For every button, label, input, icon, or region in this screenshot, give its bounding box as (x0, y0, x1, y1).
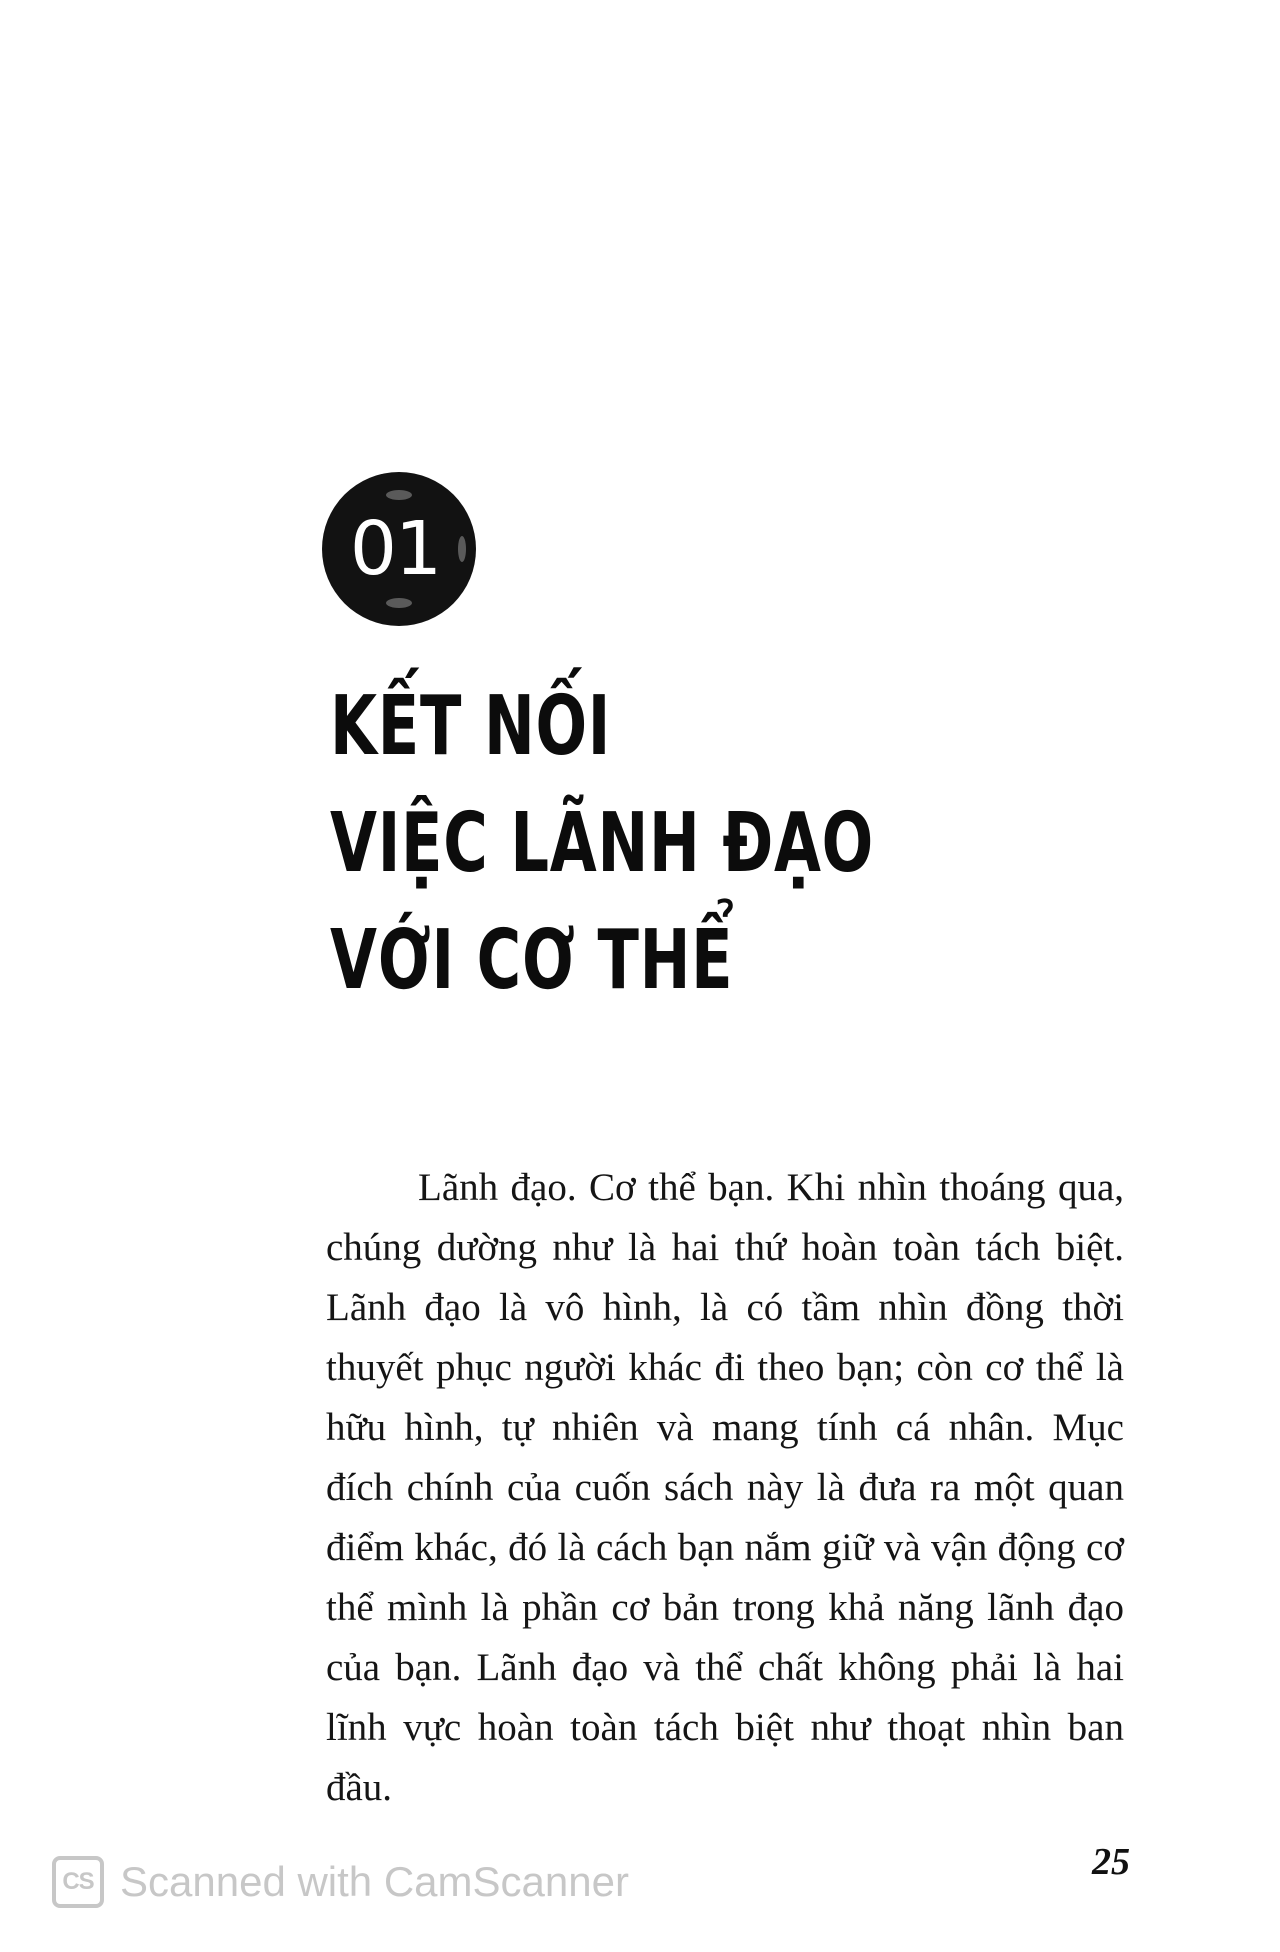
badge-decoration-top (386, 490, 412, 500)
chapter-title-line-2: VIỆC LÃNH ĐẠO (330, 796, 874, 891)
chapter-title (330, 668, 874, 1019)
body-paragraph: Lãnh đạo. Cơ thể bạn. Khi nhìn thoáng qua, chúng dường như là hai thứ hoàn toàn tách biệt. Lãnh đạo là vô hình, là có tầm nhìn đồng thời thuyết phục người khác đi theo bạn; còn cơ thể là hữu hình, tự nhiên và mang tính cá nhân. Mục đích chính của cuốn sách này là đưa ra một quan điểm khác, đó là cách bạn nắm giữ và vận động cơ thể mình là phần cơ bản trong khả năng lãnh đạo của bạn. Lãnh đạo và thể chất không phải là hai lĩnh vực hoàn toàn tách biệt như thoạt nhìn ban đầu. (326, 1166, 1124, 1809)
camscanner-logo-icon: CS (52, 1856, 104, 1908)
page-number: 25 (1092, 1841, 1130, 1883)
chapter-number: 01 (349, 506, 441, 592)
chapter-number-badge (322, 472, 476, 626)
camscanner-watermark (52, 1856, 629, 1908)
watermark-text: Scanned with CamScanner (120, 1858, 629, 1905)
chapter-title-line-3: VỚI CƠ THỂ (330, 913, 734, 1008)
chapter-title-line-1: KẾT NỐI (330, 679, 612, 774)
badge-decoration-right (458, 536, 466, 562)
badge-decoration-bottom (386, 598, 412, 608)
